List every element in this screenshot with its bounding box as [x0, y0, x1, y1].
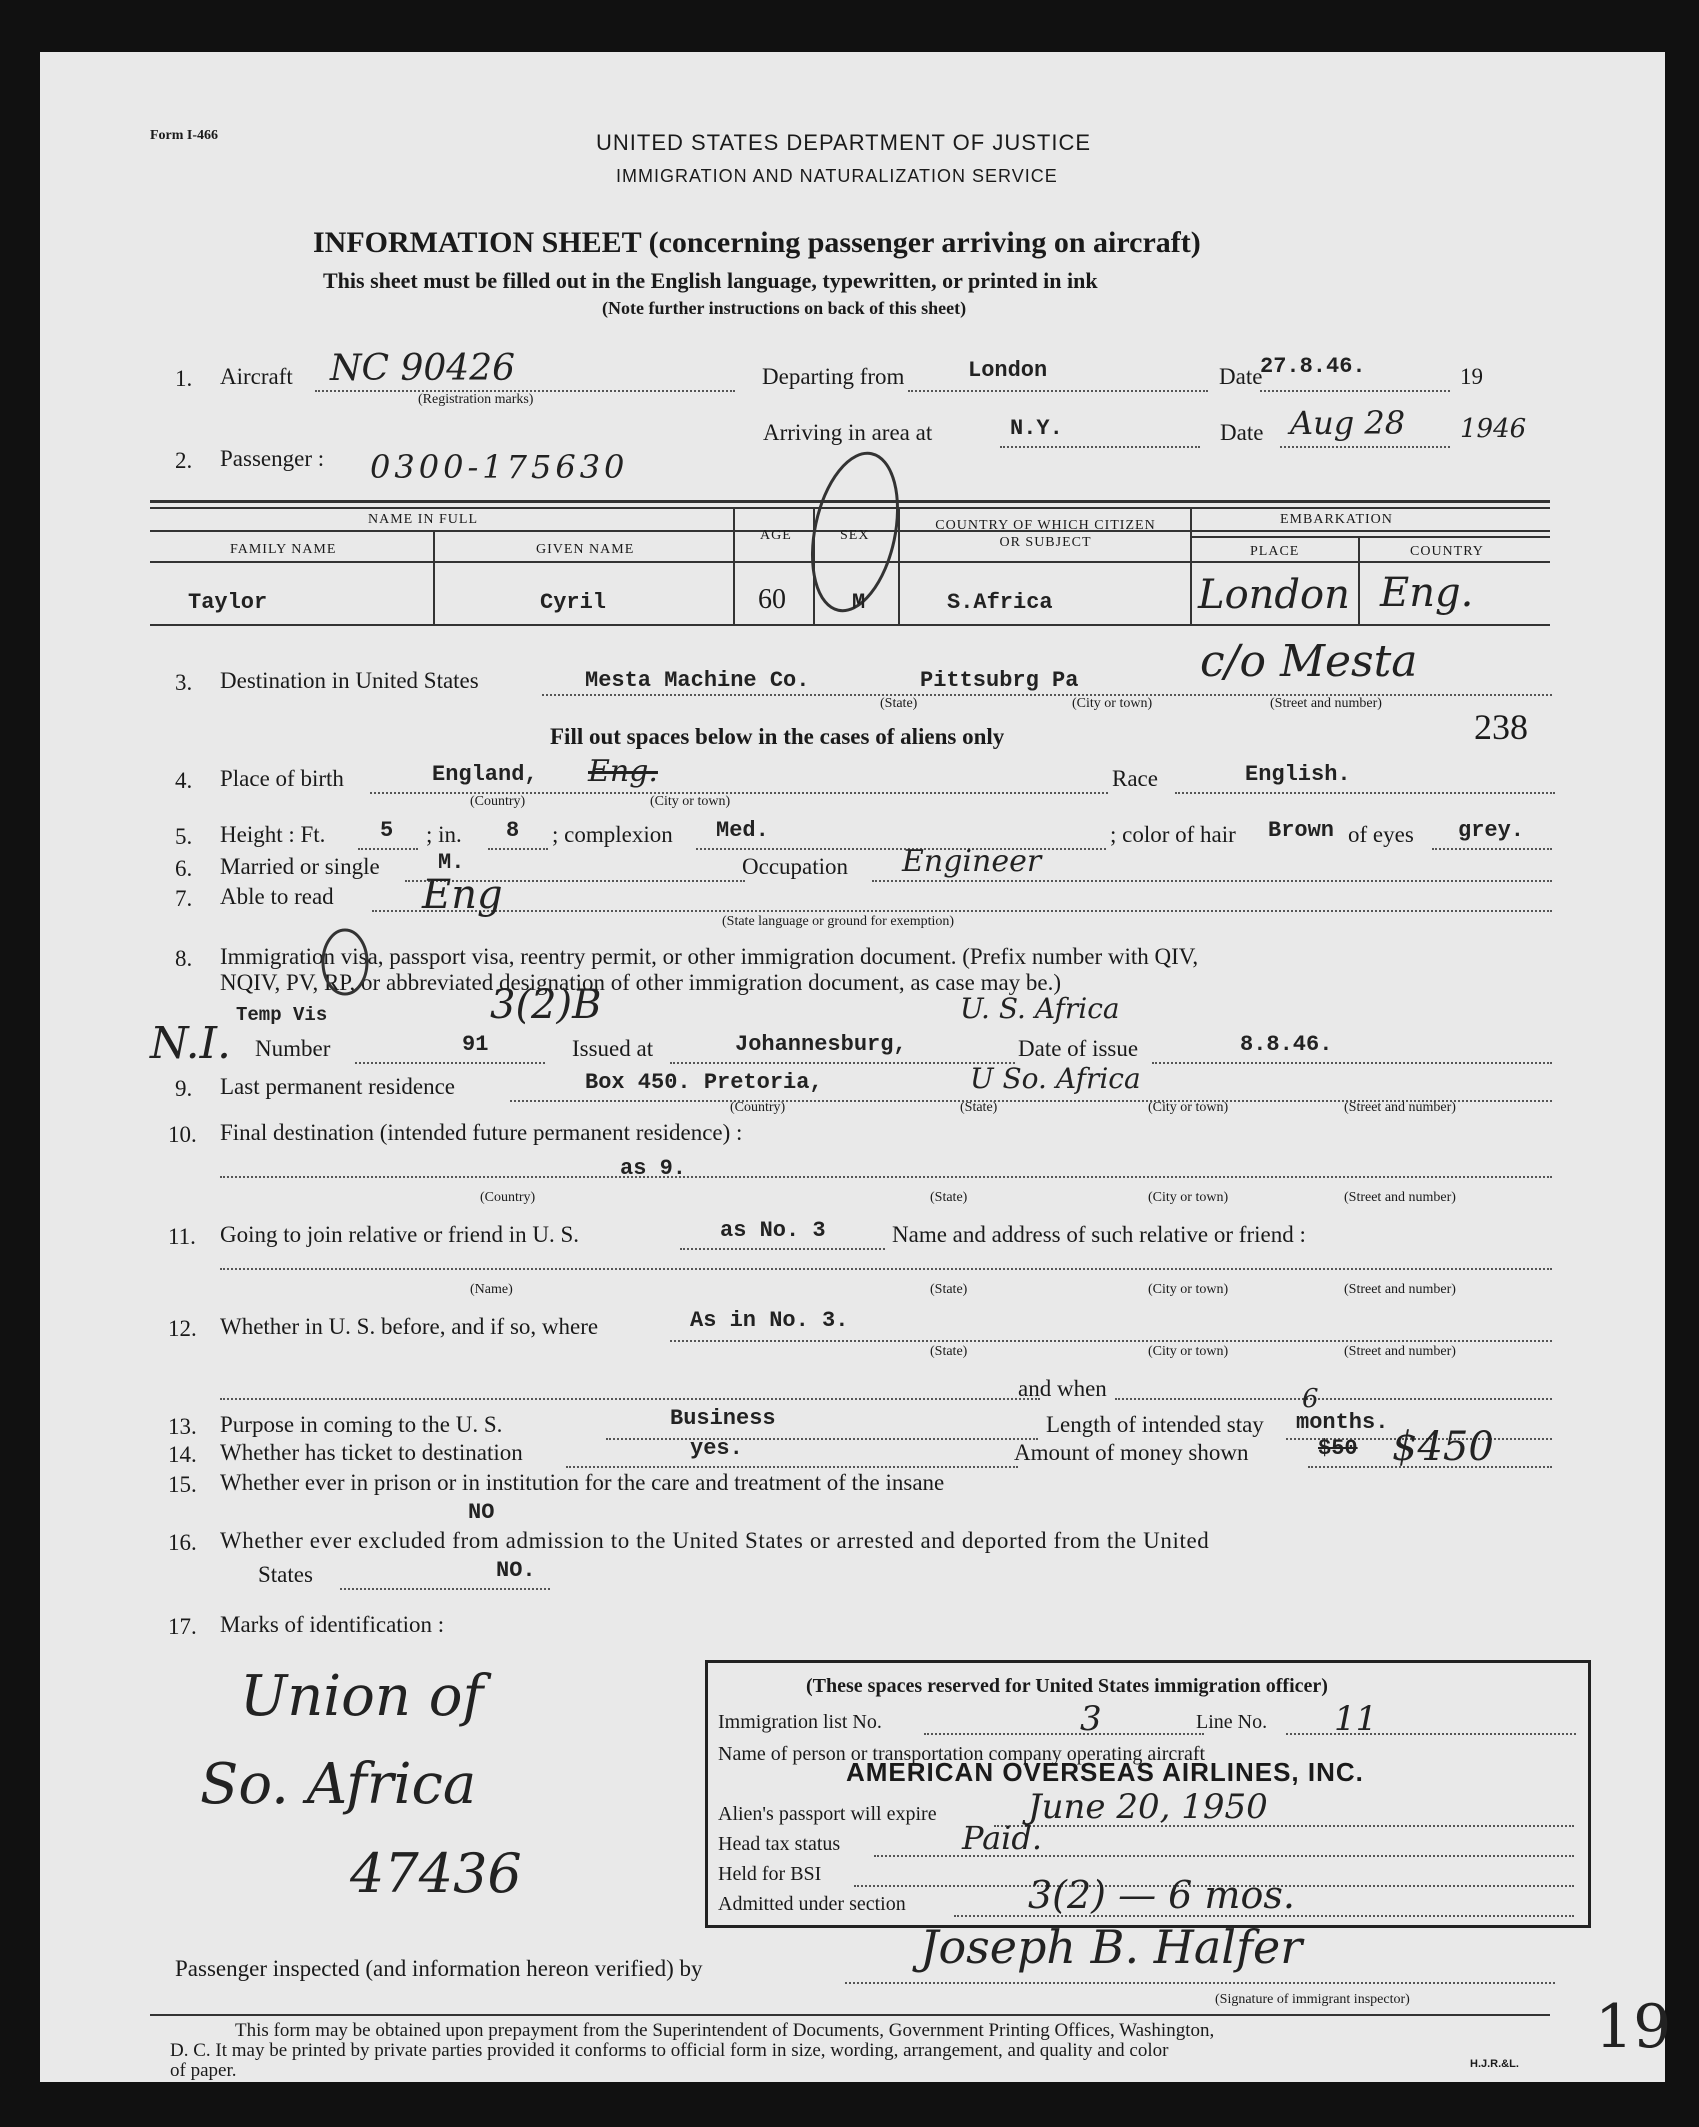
eyes-label: of eyes — [1348, 822, 1414, 847]
item-number: 6. — [175, 856, 193, 881]
street-sublabel: (Street and number) — [1344, 1282, 1456, 1297]
list-label: Immigration list No. — [718, 1711, 882, 1733]
height-in: 8 — [506, 818, 520, 843]
arriving-label: Arriving in area at — [763, 420, 933, 445]
form-subtitle: This sheet must be filled out in the English language, typewritten, or printed in ink — [323, 268, 1098, 293]
city-sublabel: (City or town) — [650, 794, 731, 809]
visa-number: 91 — [462, 1032, 489, 1057]
given-name-value: Cyril — [540, 590, 607, 615]
side-number: 238 — [1474, 707, 1528, 747]
marks-label: Marks of identification : — [220, 1612, 445, 1637]
birthplace-value: England, — [432, 762, 538, 787]
residence-label: Last permanent residence — [220, 1074, 455, 1099]
item-number: 11. — [168, 1224, 196, 1249]
race-value: English. — [1245, 762, 1351, 787]
item-number: 14. — [168, 1442, 197, 1467]
list-value: 3 — [1080, 1699, 1102, 1739]
visa-text-1: Immigration visa, passport visa, reentry permit, or other immigration document. (Prefix number with QIV, — [220, 944, 1199, 969]
excluded-label-2: States — [258, 1562, 313, 1587]
given-name-header: GIVEN NAME — [536, 542, 635, 557]
temp-visa: Temp Vis — [236, 1004, 328, 1026]
hair-value: Brown — [1268, 818, 1335, 843]
race-label: Race — [1112, 766, 1158, 791]
item-number: 16. — [168, 1530, 197, 1555]
visa-country-hw: U. S. Africa — [960, 992, 1120, 1025]
birthplace-label: Place of birth — [220, 766, 344, 791]
inspector-signature: Joseph B. Halfer — [920, 1920, 1303, 1974]
when-label: and when — [1018, 1376, 1107, 1401]
section-value: 3(2) — 6 mos. — [1028, 1873, 1295, 1917]
state-sublabel: (State) — [880, 696, 918, 711]
passport-label: Alien's passport will expire — [718, 1803, 937, 1825]
sex-header: SEX — [840, 528, 870, 543]
line-label: Line No. — [1196, 1711, 1268, 1733]
complexion-label: ; complexion — [552, 822, 673, 847]
line-value: 11 — [1334, 1699, 1378, 1739]
age-header: AGE — [760, 528, 792, 543]
state-sublabel: (State) — [930, 1282, 968, 1297]
name-in-full-header: NAME IN FULL — [368, 512, 478, 527]
family-name-value: Taylor — [188, 590, 268, 615]
date-label: Date — [1219, 364, 1263, 389]
department-heading: UNITED STATES DEPARTMENT OF JUSTICE — [596, 130, 1092, 155]
stay-hw: 6 — [1302, 1384, 1319, 1414]
ticket-label: Whether has ticket to destination — [220, 1440, 523, 1465]
inspection-label: Passenger inspected (and information hereon verified) by — [175, 1956, 703, 1981]
item-number: 13. — [168, 1414, 197, 1439]
state-sublabel: (State) — [930, 1190, 968, 1205]
arrival-year: 1946 — [1460, 414, 1527, 444]
state-sublabel: (State) — [930, 1344, 968, 1359]
form-number: Form I-466 — [150, 128, 219, 143]
item-number: 4. — [175, 768, 193, 793]
street-sublabel: (Street and number) — [1344, 1100, 1456, 1115]
section-label: Admitted under section — [718, 1893, 906, 1915]
city-sublabel: (City or town) — [1148, 1282, 1229, 1297]
final-destination-value: as 9. — [620, 1156, 687, 1181]
destination-street-hw: c/o Mesta — [1200, 636, 1418, 687]
street-sublabel: (Street and number) — [1270, 696, 1382, 711]
aliens-heading: Fill out spaces below in the cases of aliens only — [550, 724, 1005, 749]
street-sublabel: (Street and number) — [1344, 1190, 1456, 1205]
passenger-label: Passenger : — [220, 446, 325, 471]
marks-hw-1: Union of — [240, 1664, 484, 1729]
officer-heading: (These spaces reserved for United States immigration officer) — [806, 1675, 1328, 1697]
prison-label: Whether ever in prison or in institution for the care and treatment of the insane — [220, 1470, 945, 1495]
city-sublabel: (City or town) — [1148, 1190, 1229, 1205]
inches-label: ; in. — [426, 822, 462, 847]
item-number: 7. — [175, 886, 193, 911]
arriving-value: N.Y. — [1010, 416, 1063, 441]
company-value: AMERICAN OVERSEAS AIRLINES, INC. — [846, 1757, 1364, 1787]
purpose-label: Purpose in coming to the U. S. — [220, 1412, 503, 1437]
stay-label: Length of intended stay — [1046, 1412, 1264, 1437]
country-sublabel: (Country) — [730, 1100, 786, 1115]
residence-hw: U So. Africa — [970, 1062, 1141, 1095]
document-sheet — [40, 52, 1672, 2082]
country-sublabel: (Country) — [480, 1190, 536, 1205]
name-sublabel: (Name) — [470, 1282, 513, 1297]
printer-mark: H.J.R.&L. — [1470, 2058, 1519, 2070]
service-heading: IMMIGRATION AND NATURALIZATION SERVICE — [616, 166, 1058, 186]
marital-label: Married or single — [220, 854, 380, 879]
issued-label: Issued at — [572, 1036, 654, 1061]
file-number: 0300-175630 — [370, 448, 629, 486]
state-sublabel: (State) — [960, 1100, 998, 1115]
arrival-date-value: Aug 28 — [1290, 404, 1406, 442]
tax-value: Paid. — [962, 1819, 1043, 1857]
bsi-label: Held for BSI — [718, 1863, 822, 1885]
issue-date-value: 8.8.46. — [1240, 1032, 1333, 1057]
sex-value: M — [852, 590, 866, 615]
occupation-label: Occupation — [742, 854, 849, 879]
money-label: Amount of money shown — [1014, 1440, 1249, 1465]
item-number: 1. — [175, 366, 193, 391]
margin-note: N.I. — [150, 1018, 232, 1069]
departing-label: Departing from — [762, 364, 905, 389]
item-number: 5. — [175, 824, 193, 849]
place-header: PLACE — [1250, 544, 1300, 559]
page-number: 19 — [1595, 1992, 1672, 2062]
passport-value: June 20, 1950 — [1028, 1787, 1268, 1827]
city-sublabel: (City or town) — [1148, 1344, 1229, 1359]
company-label: Name of person or transportation company operating aircraft — [718, 1743, 1206, 1765]
join-relative-label: Going to join relative or friend in U. S. — [220, 1222, 579, 1247]
arrival-date-label: Date — [1220, 420, 1264, 445]
height-ft: 5 — [380, 818, 394, 843]
embark-place-value: London — [1198, 572, 1350, 618]
footer-text-1: This form may be obtained upon prepayment from the Superintendent of Documents, Government Printing Offices, Washington, — [235, 2020, 1215, 2041]
aircraft-value: NC 90426 — [330, 348, 516, 389]
relative-name-label: Name and address of such relative or friend : — [892, 1222, 1306, 1247]
marital-value: M. — [438, 850, 465, 875]
complexion-value: Med. — [716, 818, 769, 843]
departing-value: London — [968, 358, 1048, 383]
visa-text-2: NQIV, PV, RP, or abbreviated designation of other immigration document, as case may be.) — [220, 970, 1062, 995]
item-number: 8. — [175, 946, 193, 971]
prison-value: NO — [468, 1500, 495, 1525]
item-number: 10. — [168, 1122, 197, 1147]
item-number: 3. — [175, 670, 193, 695]
tax-label: Head tax status — [718, 1833, 841, 1855]
footer-text-3: of paper. — [170, 2060, 237, 2081]
join-relative-value: as No. 3 — [720, 1218, 826, 1243]
form-note: (Note further instructions on back of this sheet) — [602, 298, 967, 318]
occupation-value: Engineer — [902, 844, 1042, 879]
destination-city: Pittsubrg Pa — [920, 668, 1079, 693]
issued-value: Johannesburg, — [735, 1032, 907, 1057]
year-prefix: 19 — [1460, 364, 1483, 389]
visa-number-label: Number — [255, 1036, 331, 1061]
destination-value: Mesta Machine Co. — [585, 668, 810, 693]
aircraft-label: Aircraft — [220, 364, 293, 389]
eyes-value: grey. — [1458, 818, 1525, 843]
visa-section-hw: 3(2)B — [490, 982, 602, 1028]
item-number: 17. — [168, 1614, 197, 1639]
item-number: 9. — [175, 1076, 193, 1101]
purpose-value: Business — [670, 1406, 776, 1431]
final-destination-label: Final destination (intended future permanent residence) : — [220, 1120, 743, 1145]
height-label: Height : Ft. — [220, 822, 326, 847]
registration-sublabel: (Registration marks) — [418, 392, 534, 407]
embarkation-header: EMBARKATION — [1280, 512, 1393, 527]
signature-sublabel: (Signature of immigrant inspector) — [1215, 1992, 1410, 2007]
marks-hw-2: So. Africa — [200, 1752, 477, 1817]
handwritten-circle-mark — [310, 922, 380, 1002]
stay-value: months. — [1296, 1410, 1389, 1435]
marks-hw-3: 47436 — [350, 1842, 522, 1905]
hair-label: ; color of hair — [1110, 822, 1236, 847]
citizenship-value: S.Africa — [947, 590, 1053, 615]
issue-date-label: Date of issue — [1018, 1036, 1139, 1061]
item-number: 15. — [168, 1472, 197, 1497]
embark-country-value: Eng. — [1380, 570, 1474, 616]
item-number: 2. — [175, 448, 193, 473]
form-title: INFORMATION SHEET (concerning passenger arriving on aircraft) — [313, 226, 1201, 259]
departing-date: 27.8.46. — [1260, 354, 1366, 379]
age-value: 60 — [758, 584, 786, 615]
money-value: $450 — [1392, 1424, 1494, 1470]
excluded-value: NO. — [496, 1558, 536, 1583]
destination-label: Destination in United States — [220, 668, 479, 693]
family-name-header: FAMILY NAME — [230, 542, 337, 557]
item-number: 12. — [168, 1316, 197, 1341]
ticket-value: yes. — [690, 1436, 743, 1461]
excluded-label: Whether ever excluded from admission to the United States or arrested and deported from the United — [220, 1528, 1210, 1553]
read-sublabel: (State language or ground for exemption) — [722, 914, 955, 929]
residence-value: Box 450. Pretoria, — [585, 1070, 823, 1095]
footer-text-2: D. C. It may be printed by private parties provided it conforms to official form in size, wording, arrangement, and quality and color — [170, 2040, 1169, 2061]
street-sublabel: (Street and number) — [1344, 1344, 1456, 1359]
birthplace-struck: Eng. — [588, 754, 658, 789]
officer-box — [705, 1660, 1591, 1928]
read-label: Able to read — [220, 884, 334, 909]
money-struck: $50 — [1318, 1436, 1358, 1461]
prior-visit-value: As in No. 3. — [690, 1308, 849, 1333]
country-embark-header: COUNTRY — [1410, 544, 1484, 559]
country-header: COUNTRY OF WHICH CITIZEN OR SUBJECT — [935, 518, 1156, 550]
city-sublabel: (City or town) — [1072, 696, 1153, 711]
read-value: Eng — [422, 872, 503, 918]
prior-visit-label: Whether in U. S. before, and if so, where — [220, 1314, 599, 1339]
city-sublabel: (City or town) — [1148, 1100, 1229, 1115]
country-sublabel: (Country) — [470, 794, 526, 809]
